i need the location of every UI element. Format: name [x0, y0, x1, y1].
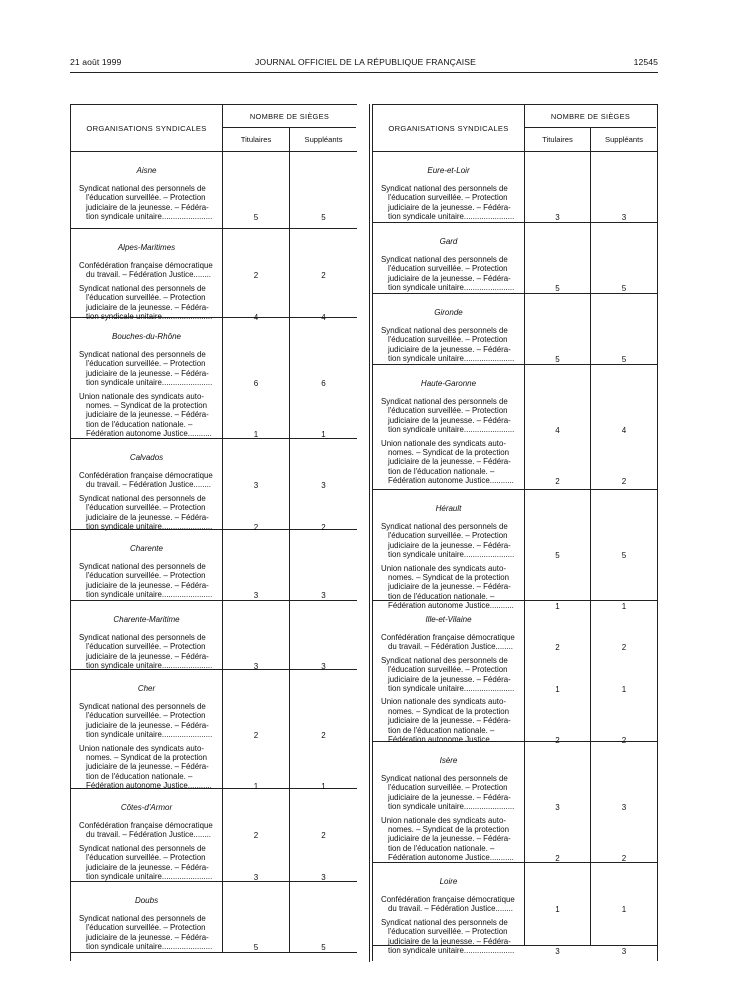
organisation-line: judiciaire de la jeunesse. – Fédéra-	[86, 302, 209, 312]
department-name: Calvados	[129, 453, 164, 462]
header-rule	[70, 72, 658, 73]
col-header-organisations: ORGANISATIONS SYNDICALES	[373, 105, 525, 151]
organisation-line: l'éducation surveillée. – Protection	[388, 783, 508, 793]
organisation-line: nomes. – Syndicat de la protection	[388, 573, 510, 582]
organisation-line: l'éducation surveillée. – Protection	[86, 923, 206, 933]
titulaires-count: 2	[253, 831, 259, 841]
organisation-line: l'éducation surveillée. – Protection	[86, 359, 206, 369]
titulaires-count: 2	[555, 736, 560, 745]
department-block	[71, 530, 357, 601]
titulaires-count: 2	[555, 854, 560, 864]
table-left	[70, 104, 357, 961]
suppleants-count: 3	[621, 213, 627, 223]
department-block	[71, 439, 357, 530]
organisation-line: Syndicat national des personnels de	[381, 917, 508, 927]
suppleants-count: 1	[321, 782, 326, 792]
department-name: Gironde	[434, 308, 463, 317]
organisation-line: Syndicat national des personnels de	[79, 350, 206, 359]
suppleants-count: 2	[621, 854, 627, 864]
header-date: 21 août 1999	[70, 57, 122, 67]
titulaires-count: 2	[555, 477, 560, 487]
titulaires-count: 5	[555, 551, 560, 561]
organisation-line: Fédération autonome Justice...........	[86, 429, 212, 439]
organisation-line: l'éducation surveillée. – Protection	[388, 264, 508, 274]
organisation-line: Syndicat national des personnels de	[381, 655, 508, 665]
organisation-entry	[79, 821, 216, 840]
department-name: Cher	[137, 684, 156, 693]
organisation-entry	[79, 471, 216, 490]
organisation-line: judiciaire de la jeunesse. – Fédéra-	[388, 792, 511, 802]
titulaires-count: 3	[555, 947, 560, 956]
organisation-line: Fédération autonome Justice...........	[388, 601, 514, 611]
organisation-line: judiciaire de la jeunesse. – Fédéra-	[388, 457, 511, 467]
department-block	[373, 152, 657, 223]
suppleants-count: 5	[621, 284, 627, 294]
organisation-line: tion syndicale unitaire.......................	[86, 378, 213, 388]
suppleants-count: 5	[321, 943, 326, 953]
organisation-line: nomes. – Syndicat de la protection	[86, 753, 208, 762]
suppleants-count: 3	[321, 591, 326, 601]
organisation-line: Fédération autonome Justice...........	[388, 735, 514, 745]
organisation-entry	[79, 350, 216, 388]
department-name: Charente-Maritime	[113, 615, 180, 624]
organisation-line: l'éducation surveillée. – Protection	[86, 711, 206, 721]
organisation-line: tion de l'éducation nationale. –	[388, 591, 495, 601]
organisation-line: du travail. – Fédération Justice........	[388, 904, 513, 914]
titulaires-count: 6	[253, 379, 259, 389]
titulaires-count: 1	[555, 905, 560, 915]
organisation-line: Confédération française démocratique	[381, 633, 515, 642]
organisation-entry	[79, 702, 216, 740]
organisation-line: tion de l'éducation nationale. –	[388, 725, 495, 735]
organisation-line: l'éducation surveillée. – Protection	[388, 193, 508, 203]
organisation-line: judiciaire de la jeunesse. – Fédéra-	[86, 720, 209, 730]
organisation-line: tion syndicale unitaire.......................	[86, 590, 213, 600]
suppleants-count: 2	[621, 477, 627, 487]
titulaires-count: 1	[555, 602, 560, 612]
organisation-line: judiciaire de la jeunesse. – Fédéra-	[86, 762, 209, 772]
organisation-line: Syndicat national des personnels de	[79, 702, 206, 711]
organisation-line: judiciaire de la jeunesse. – Fédéra-	[388, 344, 511, 354]
organisation-line: Syndicat national des personnels de	[381, 522, 508, 531]
department-block	[71, 229, 357, 322]
department-block	[71, 601, 357, 670]
suppleants-count: 1	[621, 602, 627, 612]
titulaires-count: 2	[555, 643, 560, 653]
department-name: Bouches-du-Rhône	[112, 332, 181, 341]
department-name: Loire	[439, 877, 458, 886]
organisation-entry	[79, 184, 216, 222]
col-header-seats: NOMBRE DE SIÈGES	[525, 105, 656, 128]
col-header-titulaires: Titulaires	[525, 128, 591, 151]
page-number: 12545	[633, 57, 658, 67]
organisation-line: Syndicat national des personnels de	[381, 184, 508, 193]
organisation-line: l'éducation surveillée. – Protection	[388, 335, 508, 345]
suppleants-count: 2	[621, 643, 627, 653]
titulaires-count: 4	[555, 426, 560, 436]
organisation-line: nomes. – Syndicat de la protection	[388, 825, 510, 834]
organisation-line: tion syndicale unitaire.......................	[388, 946, 515, 956]
organisation-entry	[381, 439, 518, 486]
organisation-entry	[381, 816, 518, 863]
organisation-line: judiciaire de la jeunesse. – Fédéra-	[86, 368, 209, 378]
suppleants-count: 2	[621, 736, 627, 745]
col-header-seats: NOMBRE DE SIÈGES	[223, 105, 356, 128]
organisation-line: Union nationale des syndicats auto-	[381, 815, 507, 825]
organisation-line: Union nationale des syndicats auto-	[381, 438, 507, 448]
department-name: Eure-et-Loir	[427, 166, 470, 175]
table-right	[372, 104, 658, 961]
organisation-entry	[79, 392, 216, 439]
organisation-entry	[79, 284, 216, 322]
organisation-line: l'éducation surveillée. – Protection	[388, 665, 508, 675]
department-block	[71, 670, 357, 792]
suppleants-count: 5	[621, 551, 627, 561]
organisation-entry	[381, 895, 518, 914]
table-body	[373, 152, 657, 956]
organisation-line: tion de l'éducation nationale. –	[388, 843, 495, 853]
titulaires-count: 3	[253, 591, 259, 601]
titulaires-count: 5	[253, 943, 259, 953]
organisation-line: Syndicat national des personnels de	[79, 843, 206, 853]
department-block	[373, 365, 657, 490]
suppleants-count: 1	[621, 905, 627, 915]
organisation-line: du travail. – Fédération Justice........	[86, 270, 211, 280]
organisation-line: l'éducation surveillée. – Protection	[86, 503, 206, 513]
organisation-line: tion syndicale unitaire.......................	[388, 425, 515, 435]
organisation-entry	[79, 914, 216, 952]
department-block	[71, 789, 357, 882]
titulaires-count: 3	[555, 803, 560, 813]
titulaires-count: 5	[555, 284, 560, 294]
department-block	[71, 152, 357, 229]
department-block	[373, 742, 657, 863]
titulaires-count: 4	[253, 313, 259, 322]
department-name: Hérault	[435, 504, 462, 513]
suppleants-count: 6	[321, 379, 326, 389]
department-block	[373, 294, 657, 365]
department-name: Isère	[439, 756, 458, 765]
organisation-line: du travail. – Fédération Justice........	[86, 480, 211, 490]
department-name: Doubs	[134, 896, 159, 905]
organisation-line: Union nationale des syndicats auto-	[381, 697, 507, 707]
organisation-line: tion de l'éducation nationale. –	[86, 419, 193, 429]
organisation-line: Confédération française démocratique	[79, 471, 213, 480]
journal-title: JOURNAL OFFICIEL DE LA RÉPUBLIQUE FRANÇAISE	[255, 57, 476, 67]
suppleants-count: 1	[621, 685, 627, 694]
organisation-line: du travail. – Fédération Justice........	[86, 830, 211, 840]
organisation-entry	[381, 656, 518, 694]
organisation-line: Confédération française démocratique	[79, 261, 213, 270]
department-block	[71, 318, 357, 439]
col-header-suppleants: Suppléants	[605, 135, 643, 144]
table-header	[71, 105, 357, 152]
organisation-line: judiciaire de la jeunesse. – Fédéra-	[388, 582, 511, 592]
titulaires-count: 3	[555, 213, 560, 223]
suppleants-count: 4	[621, 426, 627, 436]
organisation-line: judiciaire de la jeunesse. – Fédéra-	[388, 936, 511, 946]
department-name: Aisne	[136, 166, 157, 175]
suppleants-count: 3	[321, 662, 326, 672]
col-header-organisations: ORGANISATIONS SYNDICALES	[71, 105, 223, 151]
department-block	[373, 863, 657, 956]
organisation-line: l'éducation surveillée. – Protection	[86, 642, 206, 652]
organisation-line: l'éducation surveillée. – Protection	[388, 531, 508, 541]
organisation-line: Syndicat national des personnels de	[381, 326, 508, 335]
organisation-line: judiciaire de la jeunesse. – Fédéra-	[86, 651, 209, 661]
organisation-entry	[381, 918, 518, 956]
organisation-line: l'éducation surveillée. – Protection	[388, 406, 508, 416]
department-name: Charente	[130, 544, 163, 553]
organisation-line: Confédération française démocratique	[79, 821, 213, 830]
organisation-line: tion de l'éducation nationale. –	[86, 771, 193, 781]
organisation-line: Union nationale des syndicats auto-	[79, 743, 205, 753]
organisation-line: Syndicat national des personnels de	[79, 562, 206, 571]
organisation-line: l'éducation surveillée. – Protection	[86, 193, 206, 203]
organisation-line: l'éducation surveillée. – Protection	[388, 927, 508, 937]
organisation-line: tion syndicale unitaire.......................	[86, 312, 213, 322]
organisation-line: nomes. – Syndicat de la protection	[388, 706, 510, 716]
organisation-line: Syndicat national des personnels de	[381, 774, 508, 783]
organisation-line: Fédération autonome Justice...........	[388, 853, 514, 863]
organisation-line: Union nationale des syndicats auto-	[79, 391, 205, 401]
organisation-line: tion syndicale unitaire.......................	[86, 942, 213, 952]
suppleants-count: 2	[321, 271, 326, 281]
organisation-line: du travail. – Fédération Justice........	[388, 642, 513, 652]
organisation-line: nomes. – Syndicat de la protection	[388, 448, 510, 457]
organisation-line: tion syndicale unitaire.......................	[388, 550, 515, 560]
suppleants-count: 1	[321, 430, 326, 440]
titulaires-count: 1	[253, 430, 259, 440]
titulaires-count: 3	[253, 873, 259, 882]
suppleants-count: 2	[321, 731, 326, 741]
organisation-line: tion syndicale unitaire.......................	[86, 730, 213, 740]
organisation-line: tion syndicale unitaire.......................	[86, 661, 213, 671]
titulaires-count: 2	[253, 731, 259, 741]
organisation-entry	[79, 633, 216, 671]
organisation-line: Syndicat national des personnels de	[79, 493, 206, 503]
department-block	[373, 490, 657, 612]
organisation-line: Fédération autonome Justice...........	[388, 476, 514, 486]
suppleants-count: 5	[621, 355, 627, 365]
organisation-entry	[381, 255, 518, 293]
organisation-line: nomes. – Syndicat de la protection	[86, 401, 208, 410]
organisation-entry	[381, 697, 518, 744]
organisation-line: judiciaire de la jeunesse. – Fédéra-	[388, 716, 511, 726]
titulaires-count: 2	[253, 271, 259, 281]
organisation-entry	[79, 261, 216, 280]
organisation-line: Syndicat national des personnels de	[381, 255, 508, 264]
organisation-line: judiciaire de la jeunesse. – Fédéra-	[86, 862, 209, 872]
titulaires-count: 1	[555, 685, 560, 694]
titulaires-count: 3	[253, 481, 259, 491]
organisation-line: judiciaire de la jeunesse. – Fédéra-	[86, 512, 209, 522]
organisation-entry	[381, 633, 518, 652]
organisation-entry	[79, 744, 216, 791]
suppleants-count: 5	[321, 213, 326, 223]
department-name: Alpes-Maritimes	[117, 243, 176, 252]
organisation-line: judiciaire de la jeunesse. – Fédéra-	[388, 674, 511, 684]
organisation-entry	[381, 397, 518, 435]
organisation-line: Union nationale des syndicats auto-	[381, 563, 507, 573]
organisation-line: tion syndicale unitaire.......................	[86, 212, 213, 222]
organisation-line: judiciaire de la jeunesse. – Fédéra-	[86, 932, 209, 942]
titulaires-count: 3	[253, 662, 259, 672]
suppleants-count: 3	[621, 803, 627, 813]
organisation-line: l'éducation surveillée. – Protection	[86, 853, 206, 863]
organisation-line: tion syndicale unitaire.......................	[86, 522, 213, 532]
organisation-line: tion syndicale unitaire.......................	[388, 684, 515, 694]
organisation-line: Syndicat national des personnels de	[79, 184, 206, 193]
organisation-line: judiciaire de la jeunesse. – Fédéra-	[86, 202, 209, 212]
organisation-line: Confédération française démocratique	[381, 895, 515, 904]
table-body	[71, 152, 357, 953]
organisation-line: judiciaire de la jeunesse. – Fédéra-	[86, 580, 209, 590]
organisation-line: judiciaire de la jeunesse. – Fédéra-	[388, 202, 511, 212]
department-name: Haute-Garonne	[420, 379, 477, 388]
organisation-entry	[381, 184, 518, 222]
department-block	[71, 882, 357, 953]
organisation-entry	[381, 522, 518, 560]
col-header-titulaires: Titulaires	[223, 128, 290, 151]
suppleants-count: 4	[321, 313, 326, 322]
organisation-line: judiciaire de la jeunesse. – Fédéra-	[388, 273, 511, 283]
organisation-entry	[381, 326, 518, 364]
titulaires-count: 5	[253, 213, 259, 223]
organisation-entry	[381, 774, 518, 812]
department-block	[373, 223, 657, 294]
organisation-line: Fédération autonome Justice...........	[86, 781, 212, 791]
titulaires-count: 2	[253, 523, 259, 532]
organisation-line: judiciaire de la jeunesse. – Fédéra-	[388, 834, 511, 844]
department-block	[373, 601, 657, 745]
organisation-line: tion syndicale unitaire.......................	[388, 212, 515, 222]
organisation-line: Syndicat national des personnels de	[79, 283, 206, 293]
suppleants-count: 3	[321, 873, 326, 882]
titulaires-count: 5	[555, 355, 560, 365]
organisation-line: Syndicat national des personnels de	[79, 633, 206, 642]
suppleants-count: 3	[621, 947, 627, 956]
organisation-line: l'éducation surveillée. – Protection	[86, 571, 206, 581]
organisation-entry	[79, 562, 216, 600]
organisation-line: tion de l'éducation nationale. –	[388, 466, 495, 476]
titulaires-count: 1	[253, 782, 259, 792]
suppleants-count: 2	[321, 523, 326, 532]
department-name: Gard	[439, 237, 458, 246]
organisation-line: tion syndicale unitaire.......................	[388, 283, 515, 293]
organisation-entry	[79, 494, 216, 532]
organisation-line: judiciaire de la jeunesse. – Fédéra-	[388, 415, 511, 425]
organisation-line: l'éducation surveillée. – Protection	[86, 293, 206, 303]
organisation-entry	[79, 844, 216, 882]
suppleants-count: 3	[321, 481, 326, 491]
organisation-line: Syndicat national des personnels de	[79, 914, 206, 923]
suppleants-count: 2	[321, 831, 326, 841]
department-name: Côtes-d'Armor	[120, 803, 173, 812]
table-header	[373, 105, 657, 152]
organisation-line: tion syndicale unitaire.......................	[86, 872, 213, 882]
department-name: Ille-et-Vilaine	[425, 615, 472, 624]
organisation-line: Syndicat national des personnels de	[381, 397, 508, 406]
col-header-suppleants: Suppléants	[304, 135, 343, 144]
organisation-line: judiciaire de la jeunesse. – Fédéra-	[388, 540, 511, 550]
organisation-line: tion syndicale unitaire.......................	[388, 802, 515, 812]
organisation-line: tion syndicale unitaire.......................	[388, 354, 515, 364]
organisation-line: judiciaire de la jeunesse. – Fédéra-	[86, 410, 209, 420]
